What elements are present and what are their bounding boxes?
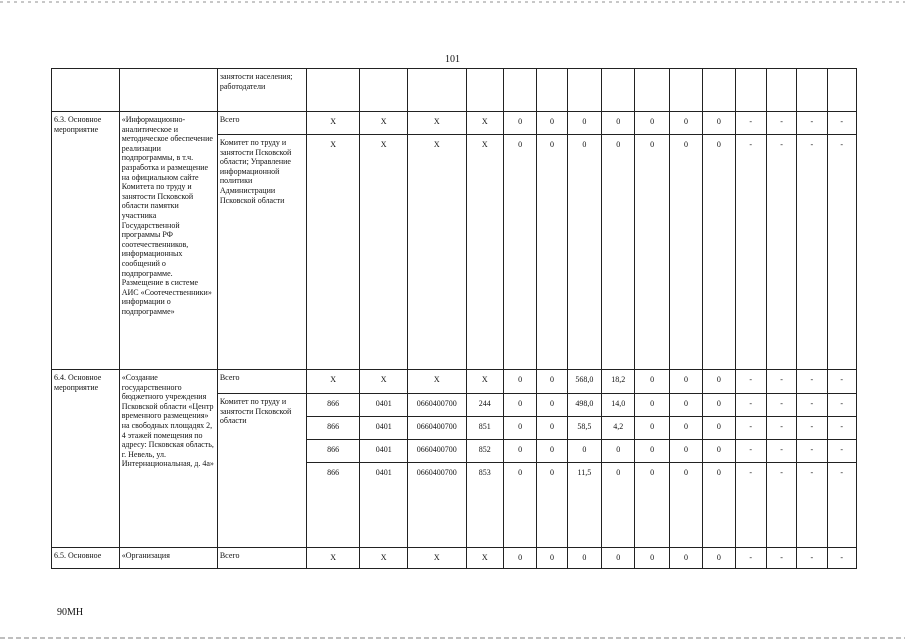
value-cell: - [766, 440, 796, 463]
value-cell: 0 [504, 463, 537, 548]
value-cell: 0 [602, 135, 635, 370]
value-cell: 0 [504, 135, 537, 370]
value-cell: 0 [567, 135, 601, 370]
value-cell: - [797, 394, 827, 417]
value-cell: - [735, 463, 766, 548]
measure-title: «Информационно-аналитическое и методическое обеспечение реализации подпрограммы, в т.ч. разработка и размещение на официальном сайте Комитета по труду и занятости Псковской области памятки участника Государственной программы РФ соотечественников, информационных сообщений о подпрограмме. Размещение в системе АИС «Соотечественники» информации о подпрограмме» [119, 112, 217, 370]
value-cell: 0 [635, 370, 669, 394]
value-cell: - [797, 463, 827, 548]
value-cell: 0 [537, 394, 567, 417]
value-cell: 851 [466, 417, 503, 440]
value-cell: 11,5 [567, 463, 601, 548]
value-cell: X [360, 548, 408, 569]
scan-edge-top [0, 1, 905, 3]
value-cell: - [735, 417, 766, 440]
value-cell: X [407, 135, 466, 370]
value-cell: 0 [537, 135, 567, 370]
value-cell: - [797, 370, 827, 394]
value-cell: - [766, 548, 796, 569]
cell-title [119, 69, 217, 112]
value-cell: - [735, 135, 766, 370]
value-cell: X [466, 112, 503, 135]
value-cell: 0 [703, 548, 735, 569]
measure-title: «Создание государственного бюджетного учреждения Псковской области «Центр временного размещения» на свободных площадях 2, 4 этажей помещения по адресу: Псковская область, г. Невель, ул. Интернациональная, д. 4а» [119, 370, 217, 548]
scan-edge-bottom [0, 637, 905, 639]
measure-title: «Организация [119, 548, 217, 569]
value-cell: 866 [306, 463, 360, 548]
value-cell: - [827, 112, 856, 135]
value-cell: X [466, 370, 503, 394]
value-cell: 4,2 [602, 417, 635, 440]
value-cell: - [797, 440, 827, 463]
value-cell: - [797, 135, 827, 370]
value-cell: - [827, 370, 856, 394]
value-cell: 0 [504, 370, 537, 394]
value-cell: - [735, 370, 766, 394]
value-cell: 0 [635, 440, 669, 463]
value-cell: X [466, 548, 503, 569]
value-cell: - [827, 394, 856, 417]
value-cell: 0 [635, 548, 669, 569]
value-cell: 0 [669, 135, 702, 370]
executor-cell: Всего [217, 548, 306, 569]
value-cell: 853 [466, 463, 503, 548]
value-cell: - [797, 112, 827, 135]
value-cell: 0660400700 [407, 417, 466, 440]
value-cell: - [827, 417, 856, 440]
value-cell: - [766, 112, 796, 135]
value-cell: X [360, 135, 408, 370]
measure-number: 6.3. Основное мероприятие [52, 112, 120, 370]
value-cell: - [797, 548, 827, 569]
value-cell: 0 [635, 463, 669, 548]
value-cell: 498,0 [567, 394, 601, 417]
value-cell: 0 [635, 135, 669, 370]
value-cell: X [306, 370, 360, 394]
value-cell: 0 [504, 440, 537, 463]
value-cell: X [306, 135, 360, 370]
value-cell: - [827, 463, 856, 548]
value-cell: 852 [466, 440, 503, 463]
value-cell: X [407, 112, 466, 135]
measure-number: 6.4. Основное мероприятие [52, 370, 120, 548]
cell-number [52, 69, 120, 112]
value-cell: - [766, 417, 796, 440]
value-cell: 866 [306, 417, 360, 440]
value-cell: 0 [567, 548, 601, 569]
value-cell: 0401 [360, 417, 408, 440]
value-cell: 0 [635, 112, 669, 135]
value-cell: - [827, 548, 856, 569]
value-cell: 0401 [360, 440, 408, 463]
value-cell: 0 [504, 112, 537, 135]
value-cell: 0 [537, 417, 567, 440]
table-row [52, 112, 857, 135]
executor-cell: Всего [217, 112, 306, 135]
value-cell: 866 [306, 440, 360, 463]
value-cell: 244 [466, 394, 503, 417]
value-cell: 0 [504, 548, 537, 569]
program-table [51, 68, 857, 569]
value-cell: 0 [602, 548, 635, 569]
value-cell: X [466, 135, 503, 370]
value-cell: X [360, 112, 408, 135]
value-cell: X [407, 370, 466, 394]
cell-executor: занятости населения; работодатели [217, 69, 306, 112]
value-cell: 0 [567, 440, 601, 463]
value-cell: 0 [703, 370, 735, 394]
value-cell: - [735, 394, 766, 417]
value-cell: 0 [669, 417, 702, 440]
table-row [52, 548, 857, 569]
value-cell: - [827, 440, 856, 463]
value-cell: 0 [537, 370, 567, 394]
value-cell: 0 [602, 440, 635, 463]
value-cell: 14,0 [602, 394, 635, 417]
value-cell: X [306, 112, 360, 135]
value-cell: - [766, 463, 796, 548]
value-cell: X [306, 548, 360, 569]
value-cell: X [407, 548, 466, 569]
value-cell: - [735, 548, 766, 569]
value-cell: - [735, 440, 766, 463]
value-cell: 0 [537, 463, 567, 548]
continuation-row [52, 69, 857, 112]
value-cell: 0660400700 [407, 394, 466, 417]
value-cell: 18,2 [602, 370, 635, 394]
value-cell: 0 [537, 548, 567, 569]
value-cell: 0 [703, 112, 735, 135]
value-cell: - [766, 394, 796, 417]
value-cell: 0 [703, 463, 735, 548]
table-row [52, 370, 857, 394]
footer-code: 90МН [57, 607, 84, 618]
value-cell: 0 [703, 417, 735, 440]
value-cell: 0 [703, 135, 735, 370]
value-cell: 0 [669, 548, 702, 569]
value-cell: 0 [669, 463, 702, 548]
value-cell: 58,5 [567, 417, 601, 440]
value-cell: 0 [567, 112, 601, 135]
executor-cell: Всего [217, 370, 306, 394]
executor-cell: Комитет по труду и занятости Псковской области [217, 394, 306, 548]
value-cell: - [735, 112, 766, 135]
value-cell: 0 [635, 394, 669, 417]
value-cell: 0 [669, 112, 702, 135]
value-cell: 866 [306, 394, 360, 417]
value-cell: - [797, 417, 827, 440]
value-cell: 0 [504, 394, 537, 417]
measure-number: 6.5. Основное [52, 548, 120, 569]
value-cell: - [766, 370, 796, 394]
value-cell: 0660400700 [407, 440, 466, 463]
value-cell: 0 [669, 440, 702, 463]
value-cell: 0 [602, 112, 635, 135]
value-cell: 0 [537, 112, 567, 135]
value-cell: 0 [703, 440, 735, 463]
value-cell: 0660400700 [407, 463, 466, 548]
value-cell: 0 [504, 417, 537, 440]
value-cell: 0 [669, 370, 702, 394]
page-number: 101 [445, 54, 460, 65]
executor-cell: Комитет по труду и занятости Псковской области; Управление информационной политики Администрации Псковской области [217, 135, 306, 370]
value-cell: 0 [703, 394, 735, 417]
value-cell: - [766, 135, 796, 370]
value-cell: 568,0 [567, 370, 601, 394]
value-cell: 0 [537, 440, 567, 463]
value-cell: 0401 [360, 394, 408, 417]
value-cell: 0 [635, 417, 669, 440]
value-cell: - [827, 135, 856, 370]
value-cell: 0 [669, 394, 702, 417]
value-cell: X [360, 370, 408, 394]
value-cell: 0401 [360, 463, 408, 548]
value-cell: 0 [602, 463, 635, 548]
